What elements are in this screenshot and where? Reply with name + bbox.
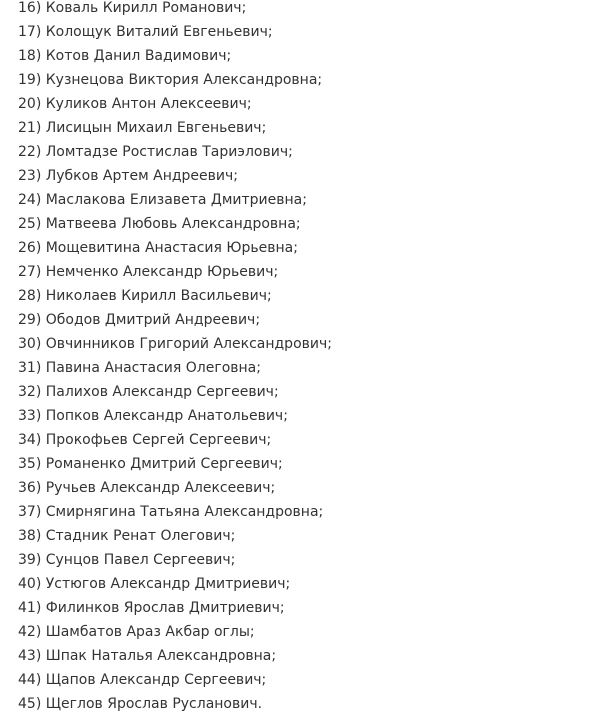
list-item: 24) Маслакова Елизавета Дмитриевна;: [18, 192, 307, 208]
list-item: 20) Куликов Антон Алексеевич;: [18, 96, 252, 112]
list-item: 26) Мощевитина Анастасия Юрьевна;: [18, 240, 298, 256]
list-item: 44) Щапов Александр Сергеевич;: [18, 672, 267, 688]
list-item: 21) Лисицын Михаил Евгеньевич;: [18, 120, 267, 136]
list-item: 37) Смирнягина Татьяна Александровна;: [18, 504, 324, 520]
list-item: 45) Щеглов Ярослав Русланович.: [18, 696, 263, 712]
list-item: 16) Коваль Кирилл Романович;: [18, 0, 247, 16]
list-item: 27) Немченко Александр Юрьевич;: [18, 264, 279, 280]
list-item: 19) Кузнецова Виктория Александровна;: [18, 72, 323, 88]
list-item: 42) Шамбатов Араз Акбар оглы;: [18, 624, 255, 640]
list-item: 28) Николаев Кирилл Васильевич;: [18, 288, 272, 304]
list-item: 25) Матвеева Любовь Александровна;: [18, 216, 301, 232]
list-item: 29) Ободов Дмитрий Андреевич;: [18, 312, 261, 328]
list-item: 23) Лубков Артем Андреевич;: [18, 168, 239, 184]
list-item: 17) Колощук Виталий Евгеньевич;: [18, 24, 273, 40]
list-item: 41) Филинков Ярослав Дмитриевич;: [18, 600, 285, 616]
list-item: 40) Устюгов Александр Дмитриевич;: [18, 576, 291, 592]
list-item: 39) Сунцов Павел Сергеевич;: [18, 552, 236, 568]
list-item: 34) Прокофьев Сергей Сергеевич;: [18, 432, 272, 448]
list-item: 31) Павина Анастасия Олеговна;: [18, 360, 261, 376]
list-item: 33) Попков Александр Анатольевич;: [18, 408, 288, 424]
list-item: 35) Романенко Дмитрий Сергеевич;: [18, 456, 283, 472]
list-item: 32) Палихов Александр Сергеевич;: [18, 384, 279, 400]
list-item: 22) Ломтадзе Ростислав Тариэлович;: [18, 144, 293, 160]
list-item: 43) Шпак Наталья Александровна;: [18, 648, 277, 664]
list-item: 18) Котов Данил Вадимович;: [18, 48, 232, 64]
list-item: 38) Стадник Ренат Олегович;: [18, 528, 236, 544]
name-list: [18, 0, 332, 716]
list-item: 36) Ручьев Александр Алексеевич;: [18, 480, 276, 496]
list-item: 30) Овчинников Григорий Александрович;: [18, 336, 332, 352]
